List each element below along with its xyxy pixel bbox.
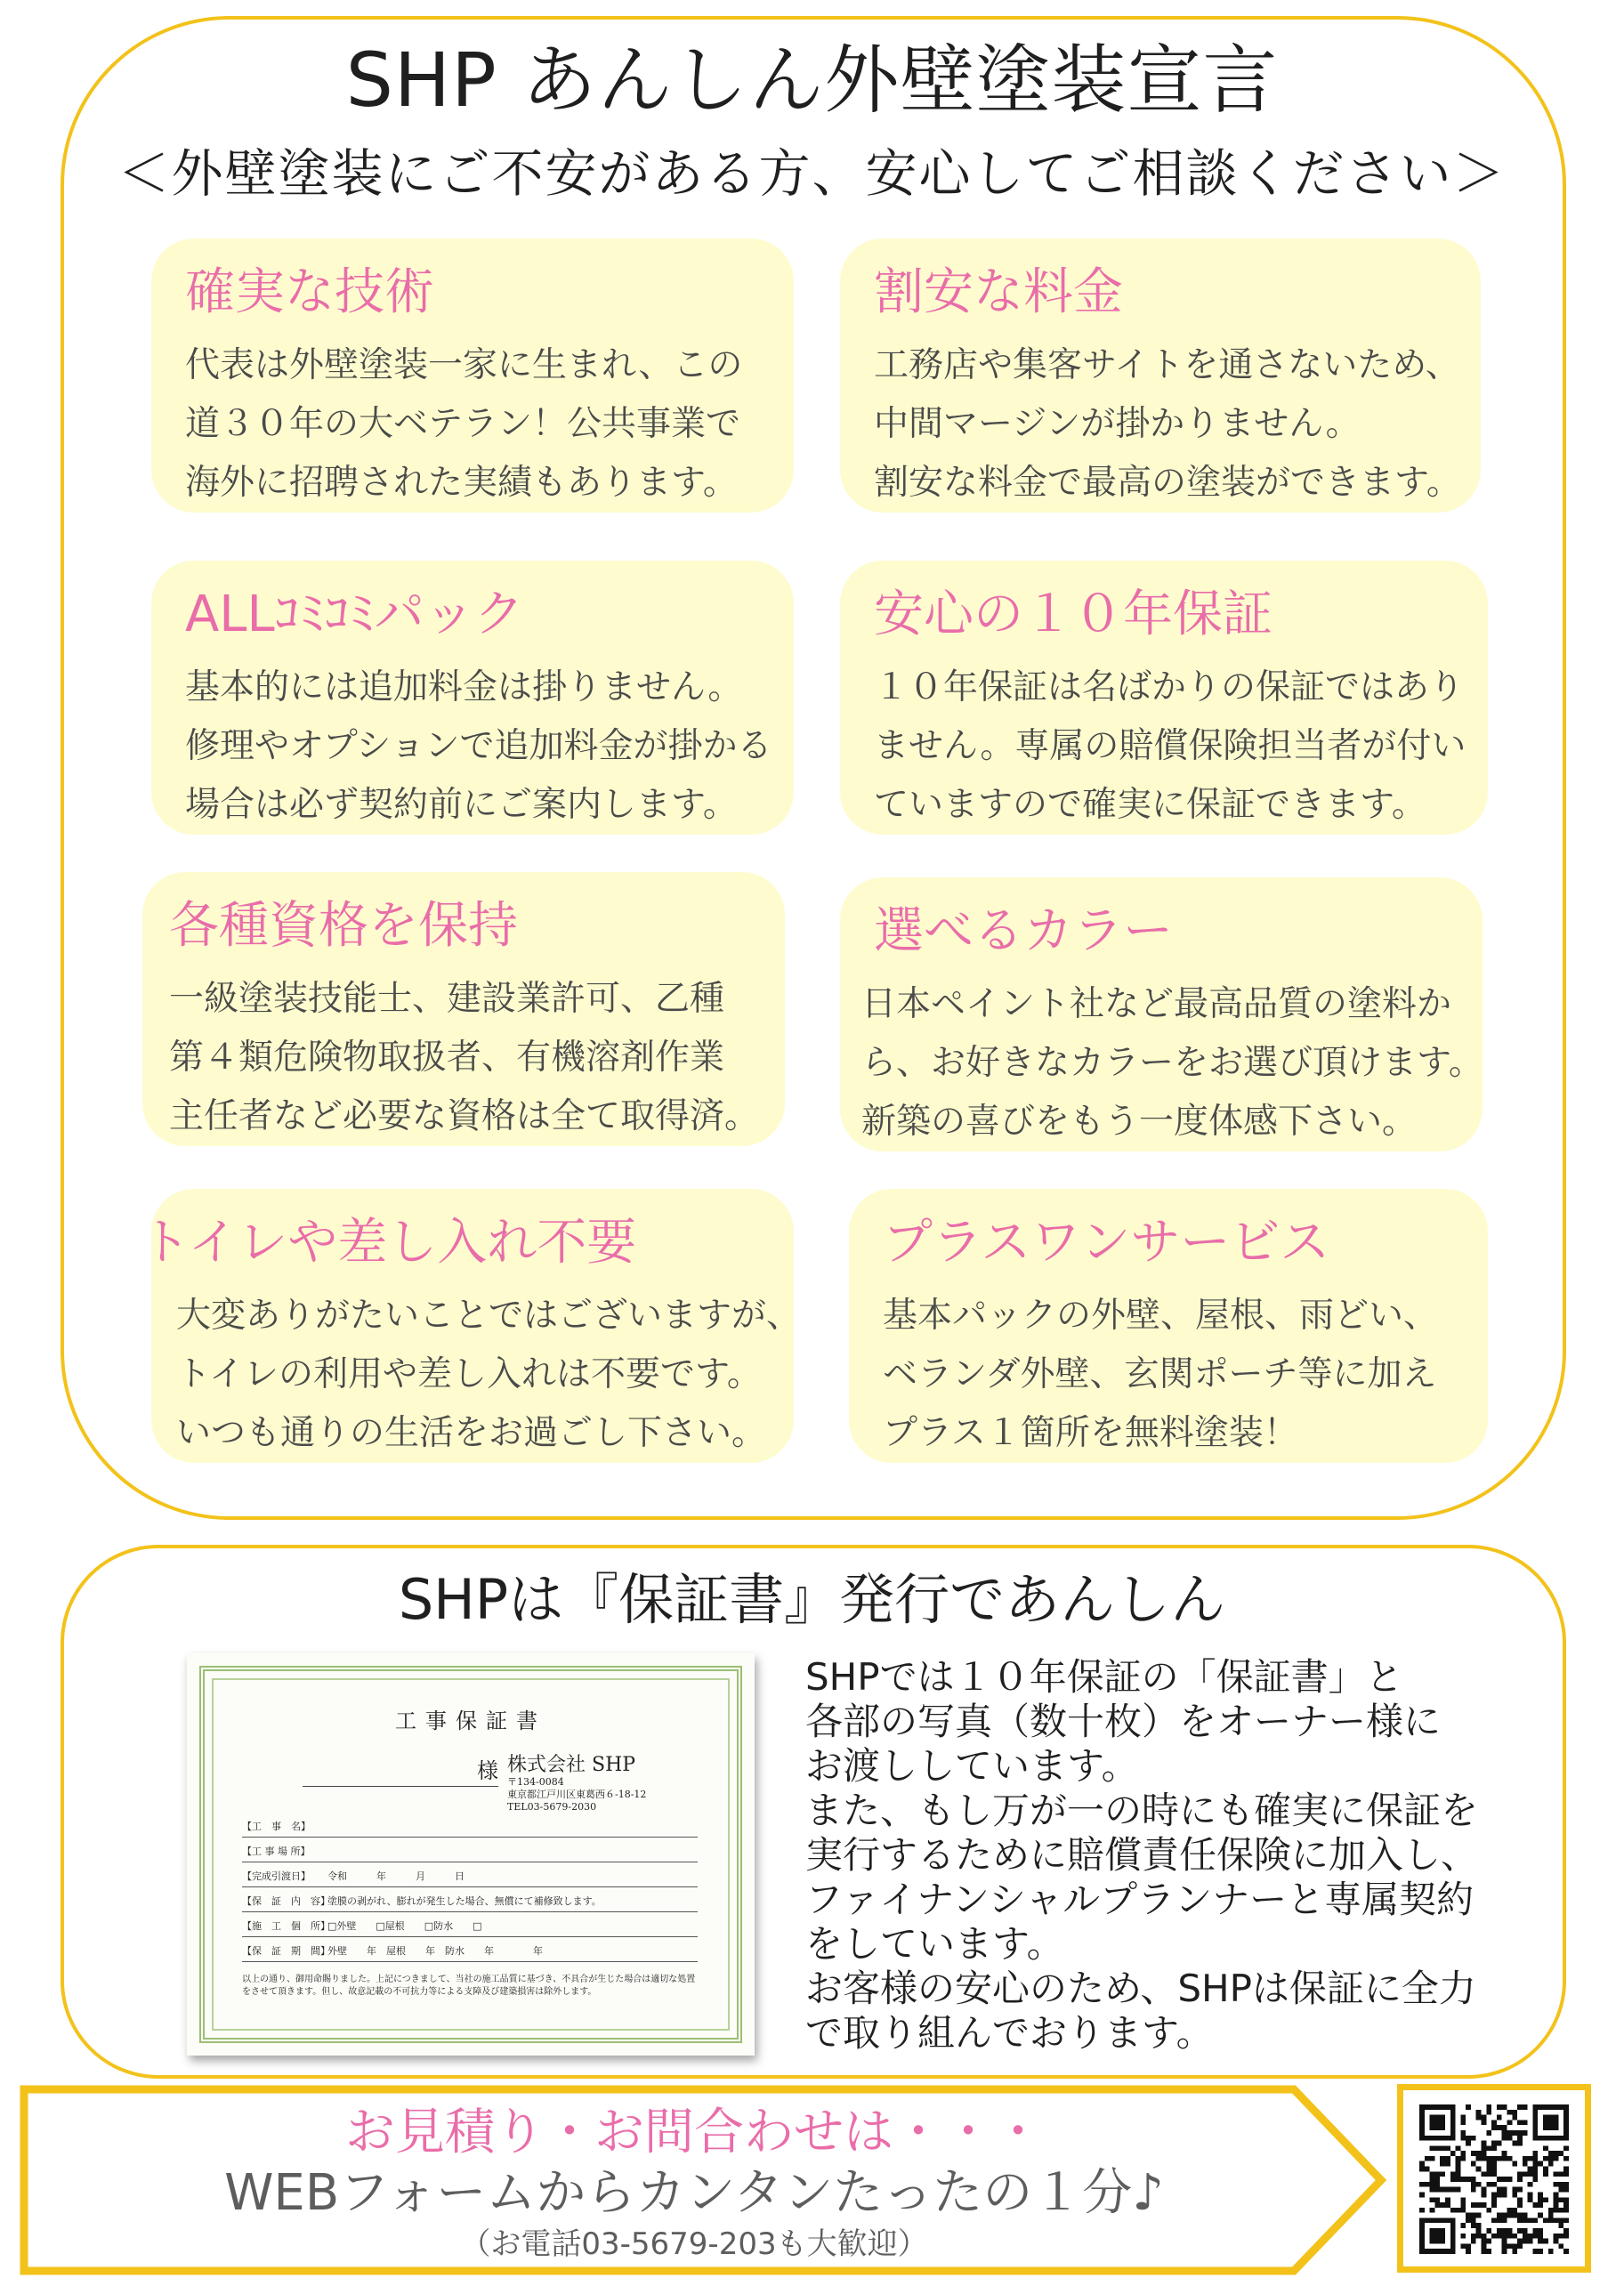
certificate-recipient: 様 [303, 1753, 498, 1787]
certificate-row [242, 1942, 698, 1962]
card-text: 中間マージンが掛かりません。 [874, 404, 1361, 444]
card-text: 日本ペイント社など最高品質の塗料か [861, 984, 1452, 1024]
certificate-row-label: 【施 工 個 所】 [242, 1920, 330, 1932]
card-text: 修理やオプションで追加料金が掛かる [185, 726, 772, 766]
qr-code-frame[interactable] [1397, 2084, 1591, 2273]
feature-card-no-hospitality [141, 1189, 802, 1463]
certificate-address: 〒134-0084 東京都江戸川区東葛西６-18-12 TEL03-5679-2030 [507, 1776, 647, 1813]
certificate-row [242, 1917, 698, 1937]
certificate-title: 工事保証書 [395, 1708, 546, 1733]
card-title: ALLｺﾐｺﾐパック [185, 586, 524, 643]
card-title: 確実な技術 [185, 263, 434, 321]
certificate-image [187, 1653, 755, 2056]
guarantee-text-line: SHPでは１０年保証の「保証書」と [805, 1655, 1403, 1699]
certificate-row-value: □外壁 □屋根 □防水 □ [327, 1920, 482, 1932]
page-title: SHP あんしん外壁塗装宣言 [345, 36, 1279, 124]
card-title: 安心の１０年保証 [874, 586, 1273, 643]
card-text: ていますので確実に保証できます。 [874, 785, 1426, 825]
qr-code-icon[interactable] [1419, 2104, 1569, 2254]
contact-heading: お見積り・お問合わせは・・・ [345, 2104, 1043, 2161]
guarantee-text-line: お客様の安心のため、SHPは保証に全力 [805, 1967, 1476, 2010]
card-text: ベランダ外壁、玄関ポーチ等に加え [883, 1354, 1437, 1394]
card-text: ら、お好きなカラーをお選び頂けます。 [861, 1043, 1483, 1083]
feature-card-price [840, 238, 1481, 513]
contact-phone-note: （お電話03-5679-203も大歓迎） [460, 2226, 928, 2262]
card-text: 第４類危険物取扱者、有機溶剤作業 [169, 1038, 725, 1078]
card-text: 基本的には追加料金は掛りません。 [185, 667, 743, 707]
card-title: プラスワンサービス [883, 1214, 1330, 1272]
certificate-row-label: 【工 事 場 所】 [242, 1846, 311, 1857]
certificate-company: 株式会社 SHP [507, 1754, 636, 1776]
guarantee-title: SHPは『保証書』発行であんしん [398, 1567, 1226, 1632]
certificate-row [242, 1842, 698, 1862]
certificate-row [242, 1817, 698, 1838]
card-text: 場合は必ず契約前にご案内します。 [185, 785, 738, 825]
certificate-row-label: 【工 事 名】 [242, 1821, 311, 1832]
page-subtitle: ＜外壁塗装にご不安がある方、安心してご相談ください＞ [117, 143, 1507, 204]
feature-card-plus-one [849, 1189, 1488, 1463]
certificate-row-value: 塗膜の剥がれ、膨れが発生した場合、無償にて補修致します。 [327, 1895, 602, 1907]
guarantee-text-line: お渡ししています。 [805, 1744, 1139, 1788]
guarantee-text-line: ファイナンシャルプランナーと専属契約 [805, 1878, 1475, 1921]
certificate-row-label: 【完成引渡日】 [242, 1870, 311, 1882]
certificate-row-value: 外壁 年 屋根 年 防水 年 年 [327, 1945, 543, 1957]
card-title: 各種資格を保持 [169, 897, 518, 955]
guarantee-text-line: 実行するために賠償責任保険に加入し、 [805, 1833, 1479, 1877]
feature-card-colors [840, 877, 1483, 1151]
card-text: トイレの利用や差し入れは不要です。 [176, 1354, 762, 1394]
card-text: いつも通りの生活をお過ごし下さい。 [176, 1413, 767, 1453]
certificate-row-label: 【保 証 内 容】 [242, 1895, 330, 1907]
card-title: 割安な料金 [874, 263, 1123, 321]
card-text: プラス１箇所を無料塗装！ [883, 1413, 1298, 1453]
guarantee-description [805, 1655, 1553, 2056]
certificate-row [242, 1867, 698, 1887]
contact-web-form-link[interactable]: WEBフォームからカンタンたったの１分♪ [224, 2164, 1164, 2222]
card-text: 工務店や集客サイトを通さないため、 [874, 345, 1460, 385]
feature-card-qualifications [142, 872, 785, 1146]
certificate-row-value: 令和 年 月 日 [327, 1870, 465, 1882]
card-title: トイレや差し入れ不要 [141, 1214, 637, 1272]
feature-card-all-inclusive [151, 561, 794, 835]
card-text: ません。専属の賠償保険担当者が付い [874, 726, 1466, 766]
guarantee-text-line: 各部の写真（数十枚）をオーナー様に [805, 1700, 1442, 1743]
card-text: 代表は外壁塗装一家に生まれ、この [185, 345, 743, 385]
guarantee-text-line: また、もし万が一の時にも確実に保証を [805, 1789, 1479, 1832]
card-text: 主任者など必要な資格は全て取得済。 [169, 1096, 760, 1136]
guarantee-text-line: をしています。 [805, 1922, 1064, 1966]
card-text: １０年保証は名ばかりの保証ではあり [874, 667, 1465, 707]
card-text: 割安な料金で最高の塗装ができます。 [874, 463, 1461, 503]
certificate-row-label: 【保 証 期 間】 [242, 1945, 330, 1957]
card-text: 道３０年の大ベテラン！公共事業で [185, 404, 741, 444]
card-text: 海外に招聘された実績もあります。 [185, 463, 738, 503]
card-text: 一級塗装技能士、建設業許可、乙種 [169, 979, 725, 1019]
feature-card-warranty [840, 561, 1488, 835]
card-text: 基本パックの外壁、屋根、雨どい、 [883, 1296, 1439, 1336]
card-title: 選べるカラー [874, 902, 1173, 960]
feature-card-technique [151, 238, 794, 513]
certificate-note: 以上の通り、御用命賜りました。上記につきまして、当社の施工品質に基づき、不具合が生じた場合は適切な処置をさせて頂きます。但し、故意記載の不可抗力等による支障及び建築損害は除外します。 [242, 1975, 696, 1997]
guarantee-text-line: で取り組んでおります。 [805, 2011, 1214, 2055]
card-text: 新築の喜びをもう一度体感下さい。 [861, 1102, 1418, 1142]
certificate-row [242, 1892, 698, 1912]
card-text: 大変ありがたいことではございますが、 [176, 1296, 802, 1336]
